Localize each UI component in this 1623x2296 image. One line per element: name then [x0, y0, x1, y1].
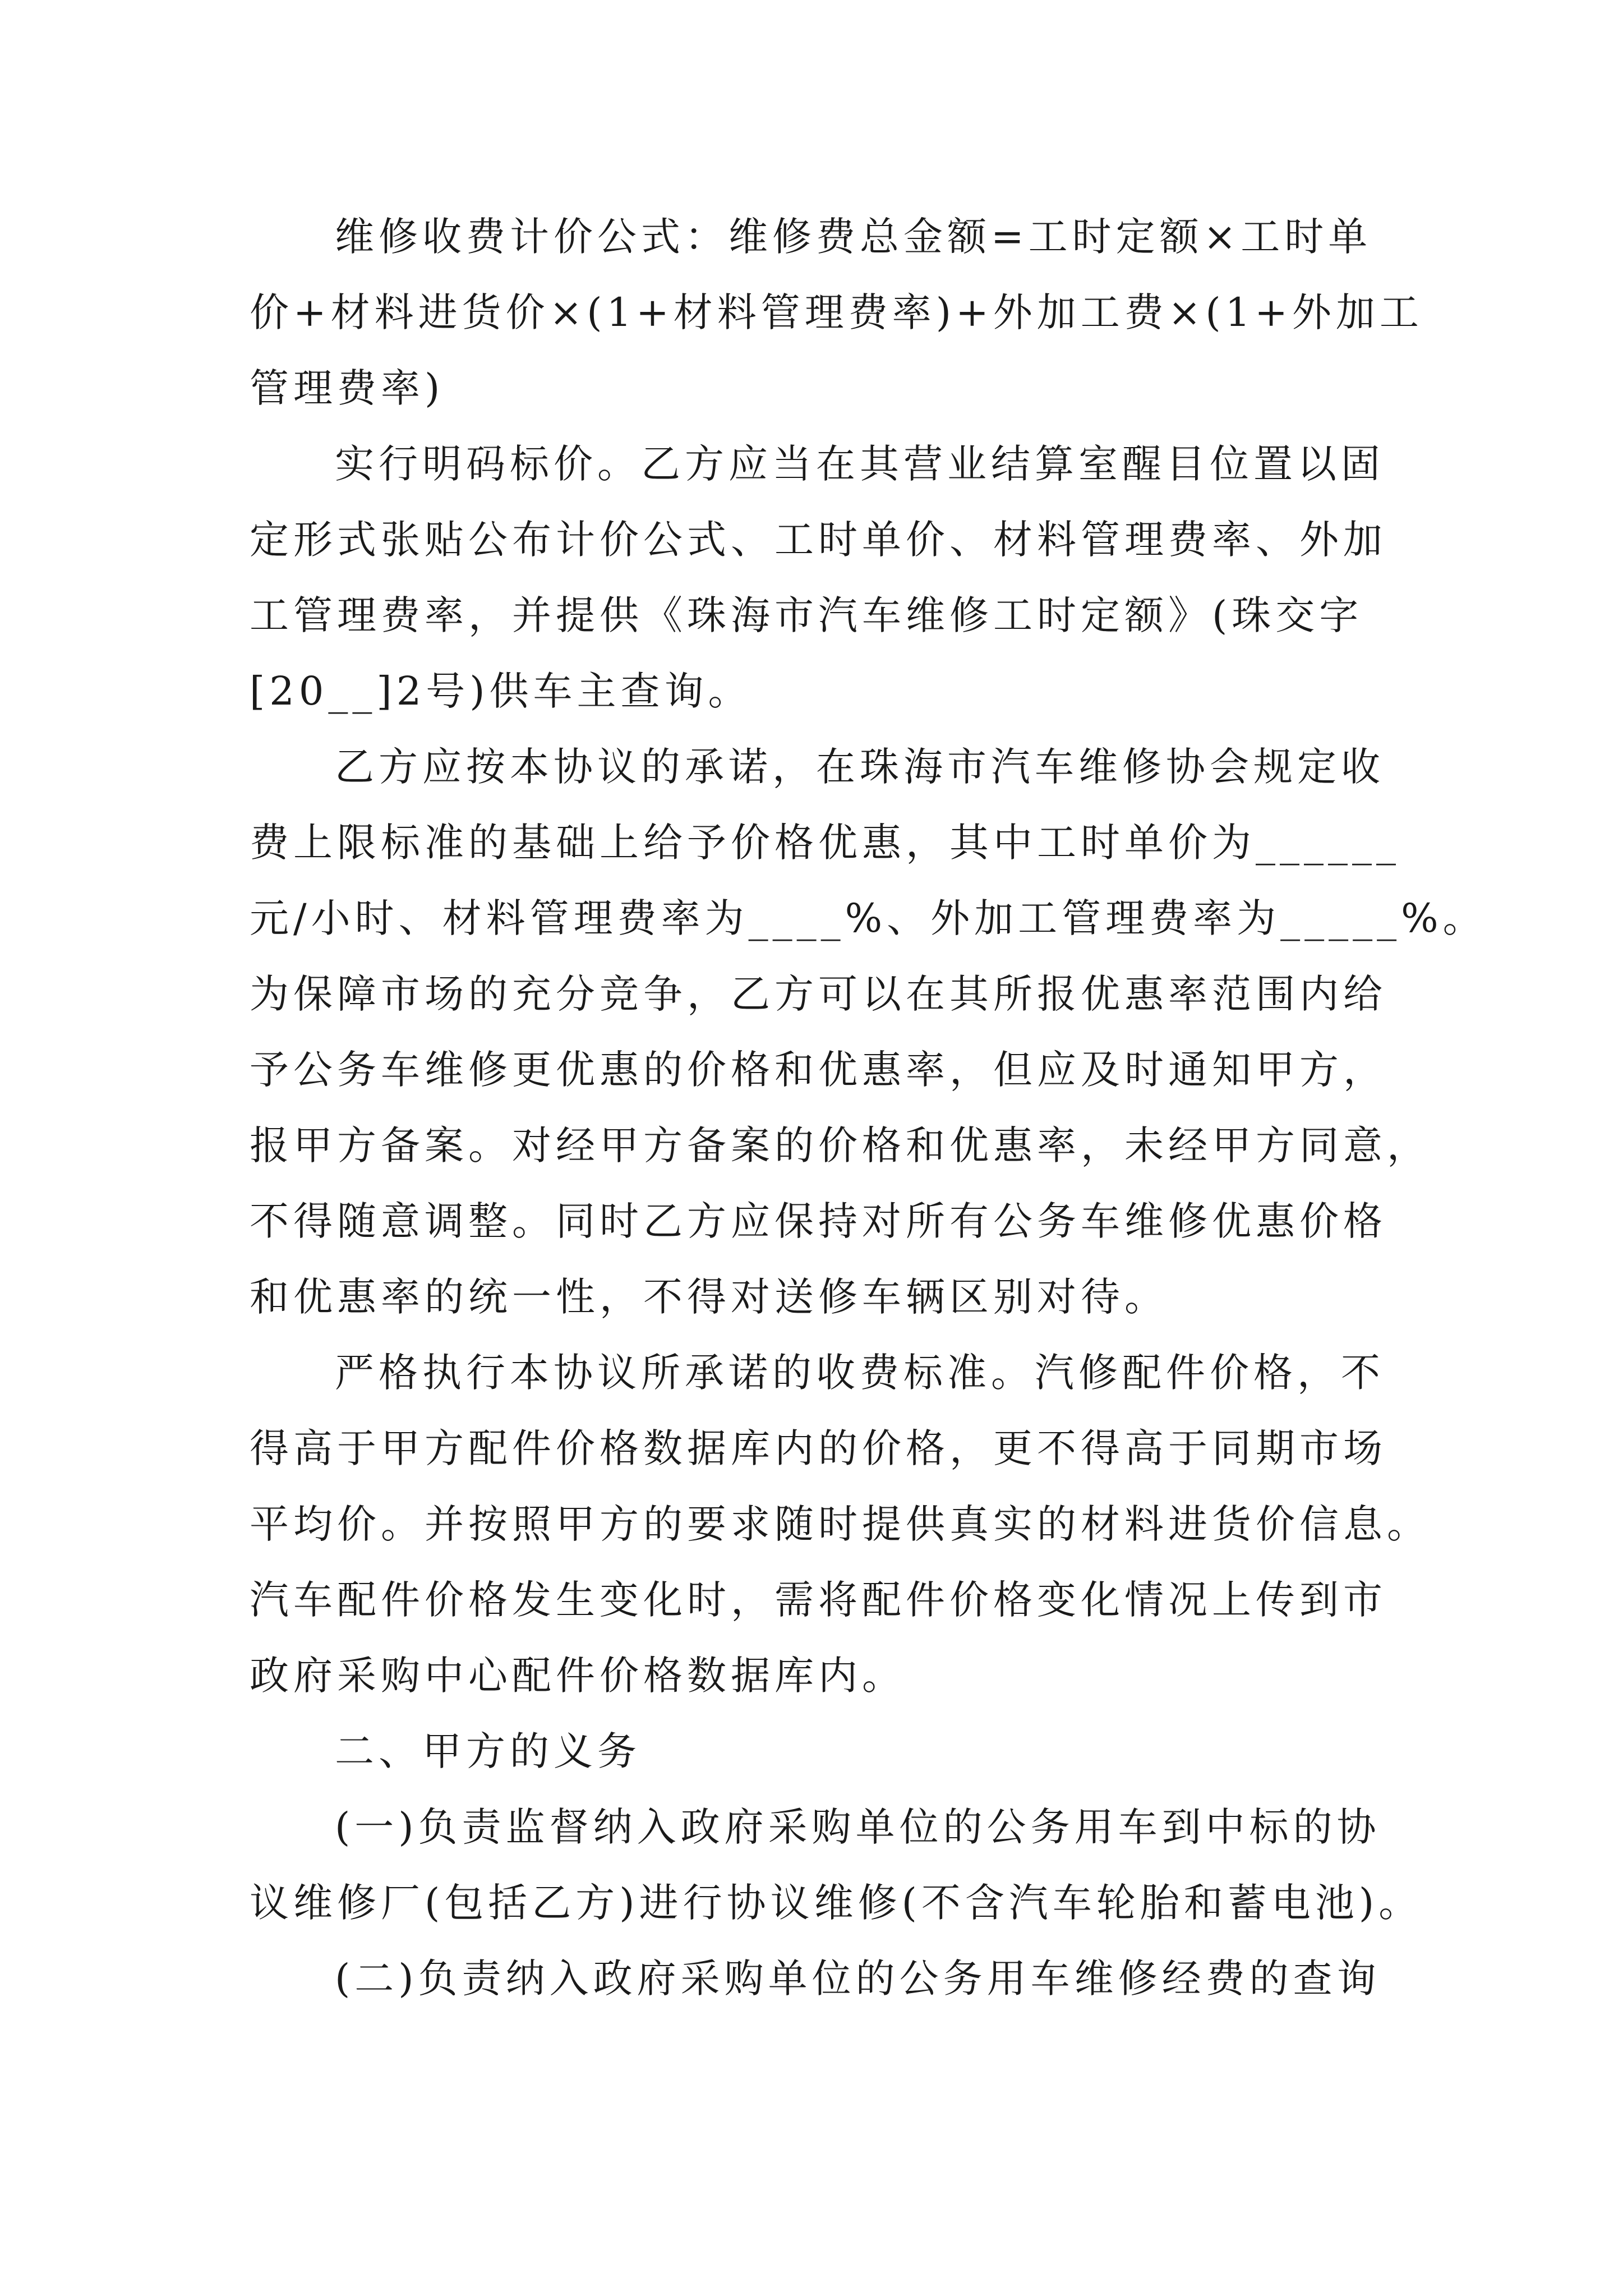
paragraph-line: (二)负责纳入政府采购单位的公务用车维修经费的查询	[335, 1955, 1381, 2001]
paragraph-line: 实行明码标价。乙方应当在其营业结算室醒目位置以固	[335, 441, 1385, 487]
paragraph-line: 定形式张贴公布计价公式、工时单价、材料管理费率、外加	[250, 517, 1387, 563]
paragraph-line: 维修收费计价公式：维修费总金额=工时定额×工时单	[335, 214, 1372, 260]
paragraph-line: 工管理费率，并提供《珠海市汽车维修工时定额》(珠交字	[250, 592, 1363, 638]
paragraph-line: 严格执行本协议所承诺的收费标准。汽修配件价格，不	[335, 1350, 1385, 1396]
paragraph-line: 和优惠率的统一性，不得对送修车辆区别对待。	[250, 1274, 1168, 1320]
section-heading: 二、甲方的义务	[335, 1728, 641, 1774]
paragraph-line: 费上限标准的基础上给予价格优惠，其中工时单价为______	[250, 820, 1400, 866]
paragraph-line: 予公务车维修更优惠的价格和优惠率，但应及时通知甲方，	[250, 1047, 1387, 1093]
paragraph-line: 乙方应按本协议的承诺，在珠海市汽车维修协会规定收	[335, 744, 1385, 790]
paragraph-line: 得高于甲方配件价格数据库内的价格，更不得高于同期市场	[250, 1425, 1387, 1471]
document-body	[250, 199, 1487, 2017]
paragraph-line: 不得随意调整。同时乙方应保持对所有公务车维修优惠价格	[250, 1198, 1387, 1244]
paragraph-line: 议维修厂(包括乙方)进行协议维修(不含汽车轮胎和蓄电池)。	[250, 1880, 1423, 1926]
paragraph-line: [20__]2号)供车主查询。	[250, 668, 752, 714]
paragraph-line: 元/小时、材料管理费率为____%、外加工管理费率为_____%。	[250, 895, 1487, 941]
paragraph-line: 报甲方备案。对经甲方备案的价格和优惠率，未经甲方同意，	[250, 1122, 1431, 1168]
paragraph-line: 汽车配件价格发生变化时，需将配件价格变化情况上传到市	[250, 1577, 1387, 1623]
paragraph-line: 价+材料进货价×(1+材料管理费率)+外加工费×(1+外加工	[250, 289, 1423, 335]
paragraph-line: 为保障市场的充分竞争，乙方可以在其所报优惠率范围内给	[250, 971, 1387, 1017]
paragraph-line: 平均价。并按照甲方的要求随时提供真实的材料进货价信息。	[250, 1501, 1431, 1547]
paragraph-line: (一)负责监督纳入政府采购单位的公务用车到中标的协	[335, 1804, 1381, 1850]
paragraph-line: 管理费率)	[250, 365, 445, 411]
paragraph-line: 政府采购中心配件价格数据库内。	[250, 1653, 906, 1699]
